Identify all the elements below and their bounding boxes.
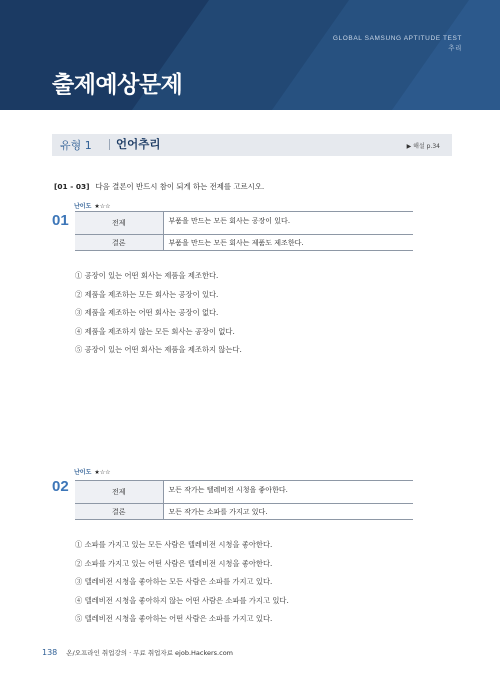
difficulty-label: 난이도: [74, 469, 92, 476]
brand-line-2: 추리: [448, 45, 462, 52]
header-banner: [0, 0, 500, 110]
premise-table: [75, 211, 413, 251]
conclusion-row: [75, 235, 413, 251]
answer-option[interactable]: ① 공장이 있는 어떤 회사는 제품을 제조한다.: [75, 271, 219, 280]
star-icon: ★☆☆: [94, 203, 111, 210]
question-number: 01: [52, 212, 69, 229]
premise-text: 부품을 만드는 모든 회사는 공장이 있다.: [163, 212, 413, 235]
footer-text: 온/오프라인 취업강의 · 무료 취업자료 ejob.Hackers.com: [66, 649, 234, 657]
answer-options: [75, 536, 289, 629]
conclusion-text: 모든 작가는 소파를 가지고 있다.: [163, 504, 413, 520]
conclusion-label: 결론: [75, 235, 163, 251]
reference-label: 해설 p.34: [413, 143, 440, 150]
type-bar: [52, 134, 452, 156]
answer-option[interactable]: ① 소파를 가지고 있는 모든 사람은 텔레비전 시청을 좋아한다.: [75, 540, 273, 549]
instruction-text: 다음 결론이 반드시 참이 되게 하는 전제를 고르시오.: [95, 182, 265, 191]
brand-line-1: GLOBAL SAMSUNG APTITUDE TEST: [332, 35, 462, 42]
difficulty-label: 난이도: [74, 203, 92, 210]
brand-label: [333, 34, 462, 54]
answer-option[interactable]: ④ 제품을 제조하지 않는 모든 회사는 공장이 없다.: [75, 326, 235, 336]
premise-table: [75, 480, 413, 520]
question-number: 02: [52, 478, 69, 495]
conclusion-text: 부품을 만드는 모든 회사는 제품도 제조한다.: [163, 235, 413, 251]
instruction: [54, 181, 264, 192]
page-number: 138: [42, 648, 58, 657]
answer-option[interactable]: ⑤ 텔레비전 시청을 좋아하는 어떤 사람은 소파를 가지고 있다.: [75, 614, 273, 623]
answer-reference[interactable]: [407, 141, 440, 150]
answer-option[interactable]: ③ 제품을 제조하는 어떤 회사는 공장이 없다.: [75, 308, 219, 317]
page-footer: [42, 648, 233, 657]
answer-option[interactable]: ② 소파를 가지고 있는 어떤 사람은 텔레비전 시청을 좋아한다.: [75, 558, 273, 568]
answer-option[interactable]: ② 제품을 제조하는 모든 회사는 공장이 있다.: [75, 289, 219, 299]
premise-label: 전제: [75, 481, 163, 504]
premise-label: 전제: [75, 212, 163, 235]
premise-row: [75, 212, 413, 235]
question-range: [01 - 03]: [54, 182, 90, 191]
premise-text: 모든 작가는 텔레비전 시청을 좋아한다.: [163, 481, 413, 504]
answer-option[interactable]: ⑤ 공장이 있는 어떤 회사는 제품을 제조하지 않는다.: [75, 345, 242, 354]
type-name: 언어추리: [116, 137, 161, 151]
play-arrow-icon: ▶: [406, 143, 414, 150]
answer-options: [75, 267, 242, 360]
conclusion-label: 결론: [75, 504, 163, 520]
type-number: 유형 1: [60, 139, 92, 152]
page-title: 출제예상문제: [52, 72, 183, 98]
answer-option[interactable]: ③ 텔레비전 시청을 좋아하는 모든 사람은 소파를 가지고 있다.: [75, 577, 273, 586]
conclusion-row: [75, 504, 413, 520]
difficulty-rating: [74, 201, 111, 210]
answer-option[interactable]: ④ 텔레비전 시청을 좋아하지 않는 어떤 사람은 소파를 가지고 있다.: [75, 595, 289, 605]
difficulty-rating: [74, 467, 111, 476]
premise-row: [75, 481, 413, 504]
star-icon: ★☆☆: [94, 469, 111, 476]
type-divider: [109, 139, 110, 150]
